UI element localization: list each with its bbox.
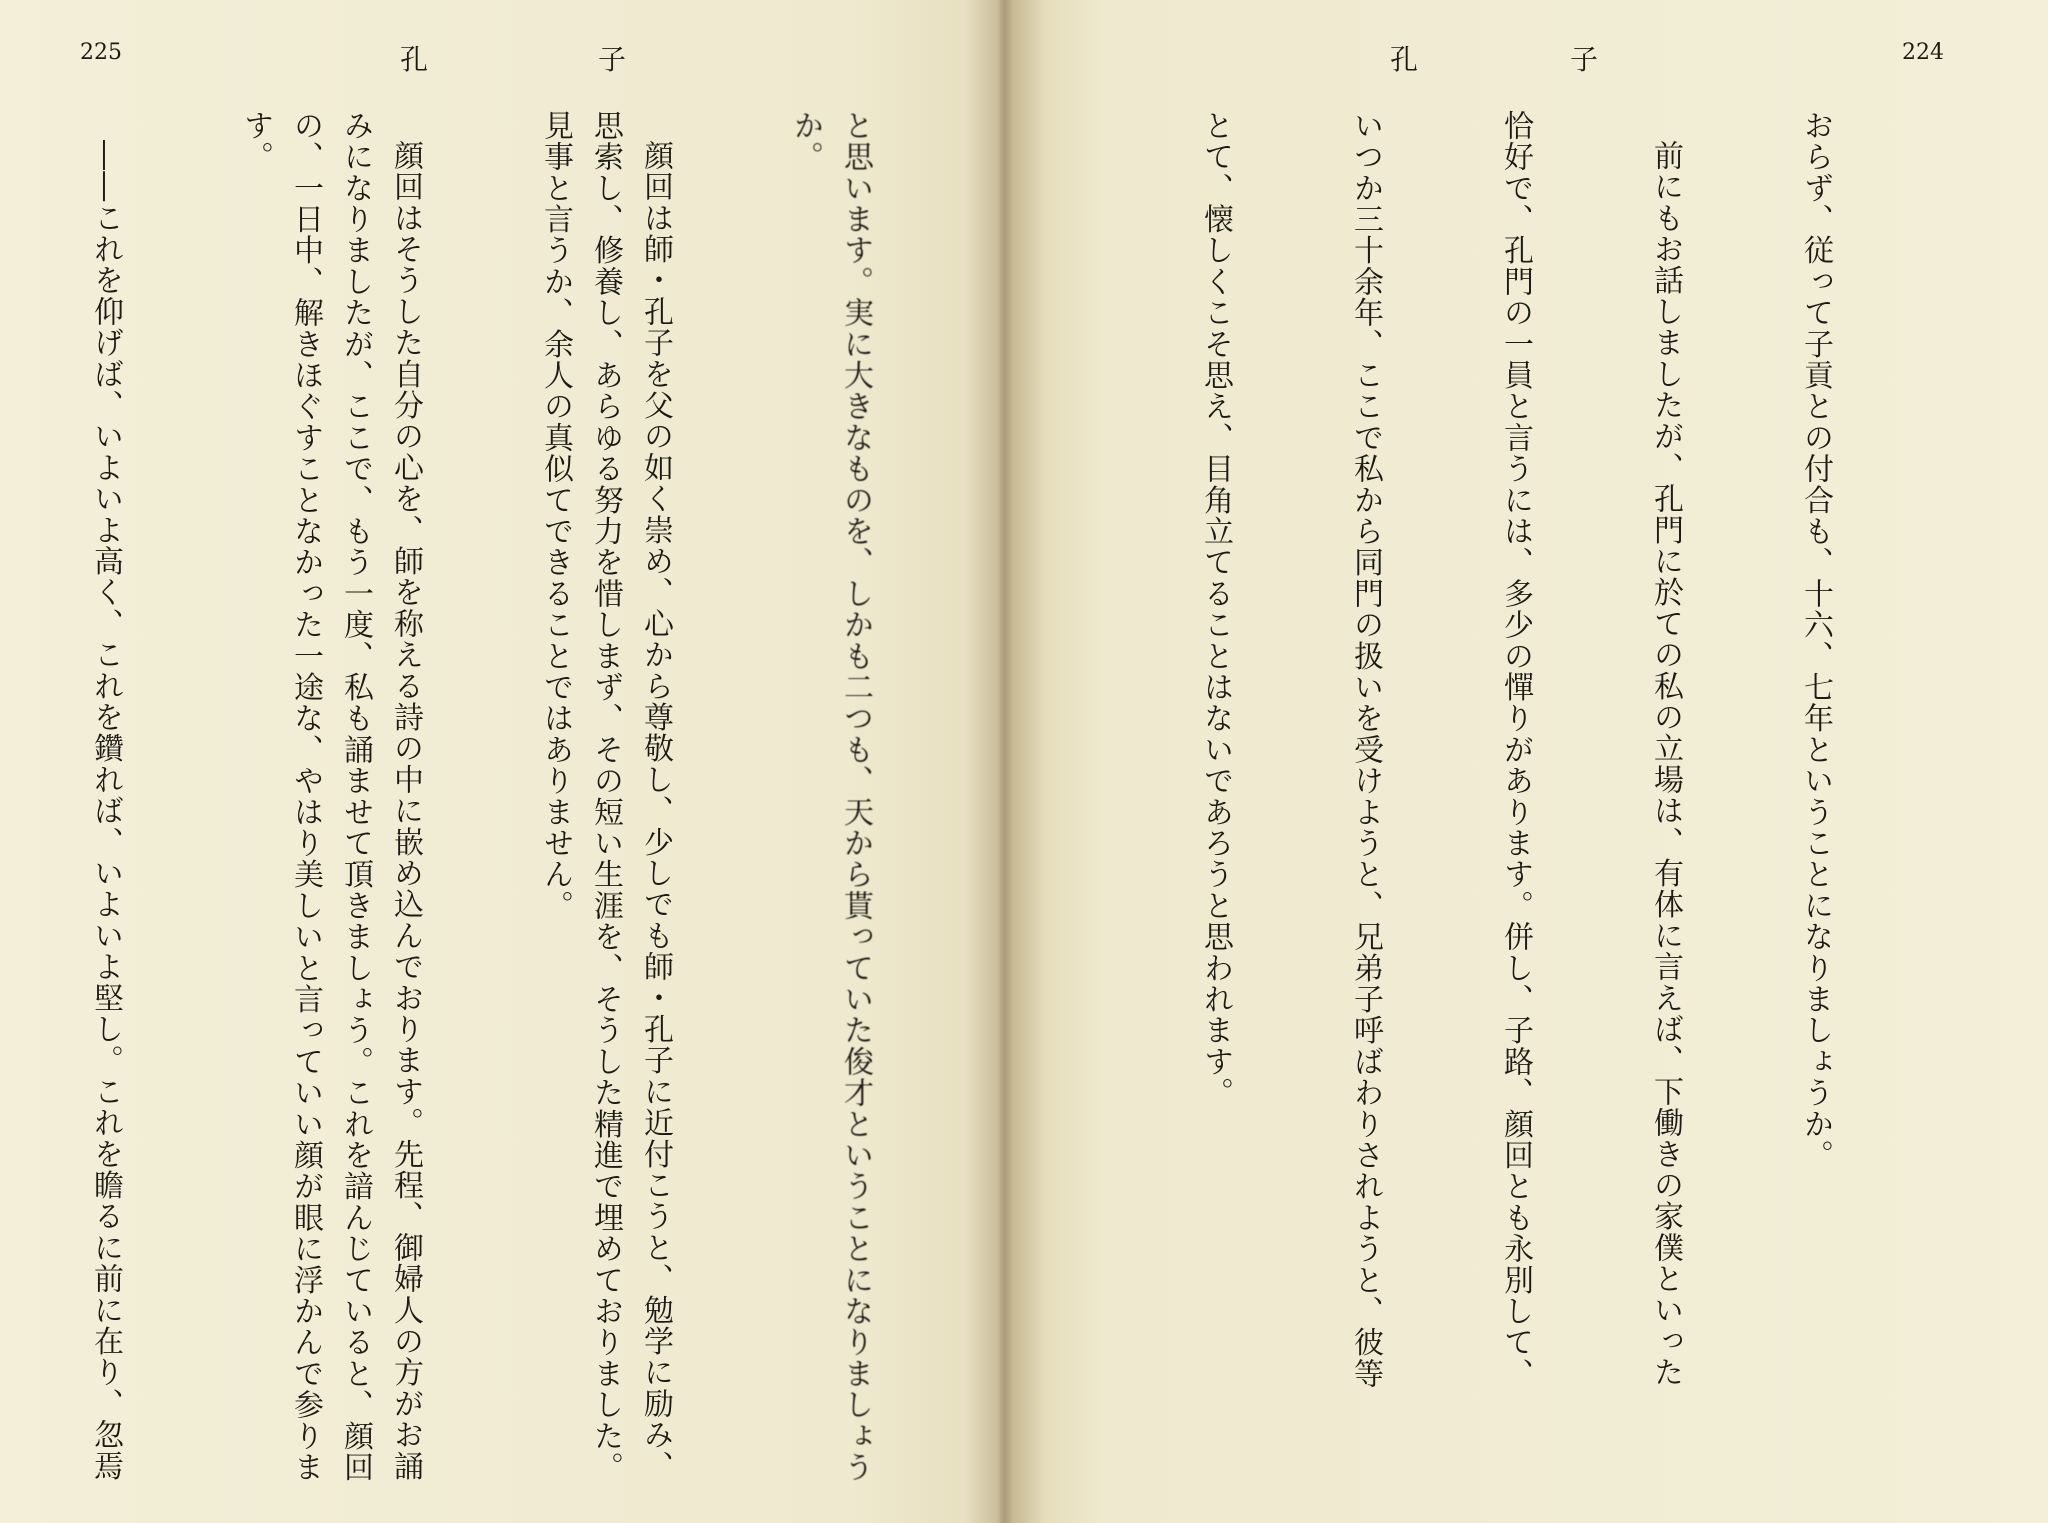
right-paragraph-2: 前にもお話しましたが、孔門に於ての私の立場は、有体に言えば、下働きの家僕といった	[1648, 140, 1683, 1388]
left-header-kong: 孔	[400, 43, 429, 76]
left-header-zi: 子	[598, 43, 627, 76]
book-gutter	[965, 0, 1045, 1523]
right-paragraph-5: とて、懐しくこそ思え、目角立てることはないであろうと思われます。	[1198, 110, 1233, 1109]
right-header-kong: 孔	[1390, 43, 1419, 76]
left-page	[0, 0, 1000, 1523]
right-paragraph-1: おらず、従って子貢との付合も、十六、七年ということになりましょうか。	[1798, 110, 1833, 1171]
left-paragraph-3: 顔回はそうした自分の心を、師を称える詩の中に嵌め込んでおります。先程、御婦人の方がお誦みになりましたが、ここで、もう一度、私も誦ませて頂きましょう。これを諳んじていると、顔回の、一日中、解きほぐすことなかった一途な、やはり美しいと言っていい顔が眼に浮かんで参ります。	[238, 110, 423, 1483]
left-page-body	[80, 110, 980, 1510]
left-paragraph-1: と思います。実に大きなものを、しかも二つも、天から貰っていた俊才ということになりましょうか。	[788, 110, 873, 1483]
left-paragraph-4: ――これを仰げば、いよいよ高く、これを鑽れば、いよいよ堅し。これを瞻るに前に在り、忽焉	[88, 140, 123, 1482]
left-page-number: 225	[80, 40, 122, 65]
right-header-zi: 子	[1570, 43, 1599, 76]
right-paragraph-3: 恰好で、孔門の一員と言うには、多少の憚りがあります。併し、子路、顔回とも永別して、	[1498, 110, 1533, 1390]
right-page-body	[1100, 110, 1940, 1510]
left-paragraph-2: 顔回は師・孔子を父の如く崇め、心から尊敬し、少しでも師・孔子に近付こうと、勉学に励み、思索し、修養し、あらゆる努力を惜しまず、その短い生涯を、そうした精進で埋めておりました。見事と言うか、余人の真似てできることではありません。	[538, 110, 673, 1483]
right-page-number: 224	[1902, 40, 1944, 65]
right-paragraph-4: いつか三十余年、ここで私から同門の扱いを受けようと、兄弟子呼ばわりされようと、彼等	[1348, 110, 1383, 1390]
